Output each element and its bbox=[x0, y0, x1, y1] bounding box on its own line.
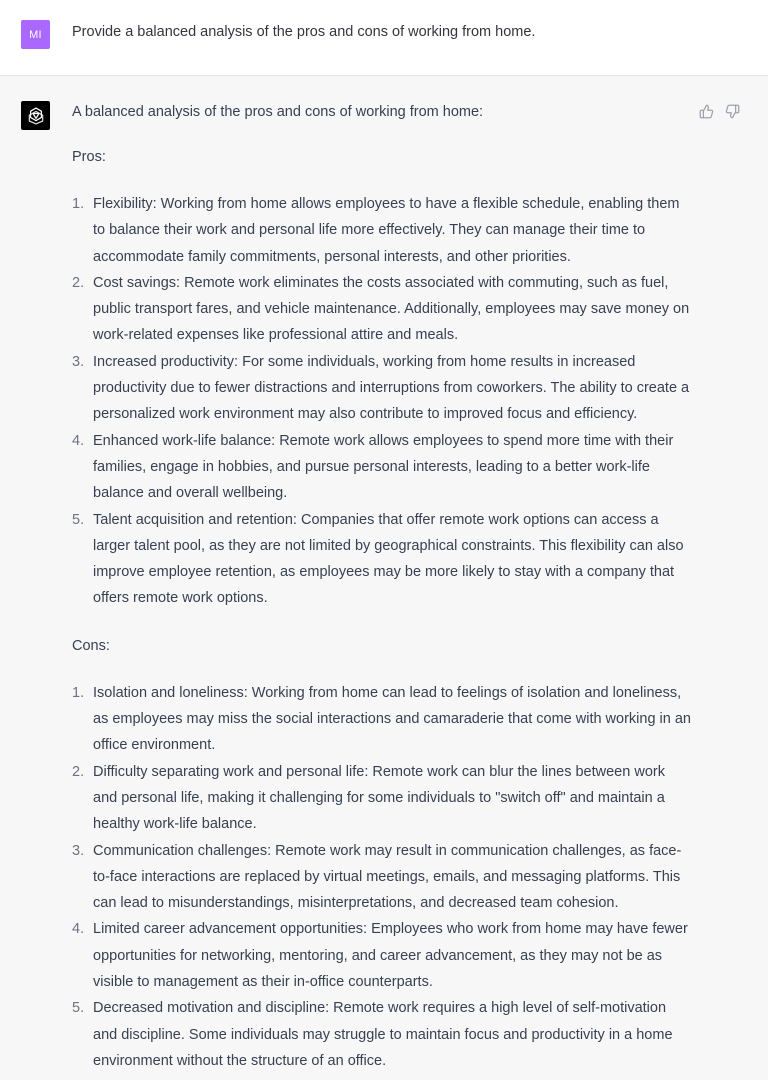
assistant-logo-icon bbox=[21, 101, 50, 130]
user-message bbox=[0, 0, 768, 76]
list-item-text: Difficulty separating work and personal life: Remote work can blur the lines between work and personal life, making it challenging for some individuals to "switch off" and maintain a healthy work-life balance. bbox=[93, 763, 665, 833]
user-avatar: MI bbox=[21, 20, 50, 49]
list-item-text: Communication challenges: Remote work may result in communication challenges, as face-to-face interactions are replaced by virtual meetings, emails, and messaging platforms. This can lead to misunderstandings, misinterpretations, and decreased team cohesion. bbox=[93, 842, 682, 912]
list-item-text: Limited career advancement opportunities: Employees who work from home may have fewer opportunities for networking, mentoring, and career advancement, as they may not be as visible to management as their in-office counterparts. bbox=[93, 921, 688, 991]
list-item bbox=[72, 916, 692, 995]
user-prompt-text: Provide a balanced analysis of the pros and cons of working from home. bbox=[72, 24, 536, 40]
list-item-text: Enhanced work-life balance: Remote work allows employees to spend more time with their families, engage in hobbies, and pursue personal interests, leading to a better work-life balance and overall wellbeing. bbox=[93, 432, 674, 502]
list-number: 2. bbox=[72, 763, 85, 780]
list-item-text: Flexibility: Working from home allows employees to have a flexible schedule, enabling them to balance their work and personal life more effectively. They can manage their time to accommodate family commitments, personal interests, and other priorities. bbox=[93, 196, 680, 265]
pros-heading: Pros: bbox=[72, 149, 106, 165]
list-number: 1. bbox=[72, 196, 85, 212]
list-item-text: Increased productivity: For some individuals, working from home results in increased productivity due to fewer distractions and interruptions from coworkers. The ability to create a personalized work environment may also contribute to improved focus and efficiency. bbox=[93, 353, 690, 423]
list-number: 4. bbox=[72, 432, 85, 449]
thumbs-down-icon[interactable] bbox=[724, 103, 740, 119]
list-item bbox=[72, 428, 692, 507]
list-item-text: Talent acquisition and retention: Companies that offer remote work options can access a larger talent pool, as they are not limited by geographical constraints. This flexibility can also improve employee retention, as employees may be more likely to stay with a company that offers remote work options. bbox=[93, 511, 684, 607]
assistant-response bbox=[72, 102, 692, 1074]
list-number: 3. bbox=[72, 842, 85, 859]
list-item bbox=[72, 680, 692, 759]
list-number: 5. bbox=[72, 511, 85, 528]
list-number: 4. bbox=[72, 921, 85, 938]
pros-list bbox=[72, 191, 692, 612]
feedback-buttons bbox=[698, 103, 740, 119]
list-item-text: Cost savings: Remote work eliminates the costs associated with commuting, such as fuel, public transport fares, and vehicle maintenance. Additionally, employees may save money on work-related expenses like professional attire and meals. bbox=[93, 274, 690, 344]
thumbs-up-icon[interactable] bbox=[698, 103, 714, 119]
list-item bbox=[72, 270, 692, 349]
cons-list bbox=[72, 680, 692, 1074]
list-item bbox=[72, 995, 692, 1074]
list-number: 2. bbox=[72, 274, 85, 291]
list-item bbox=[72, 507, 692, 612]
list-item bbox=[72, 759, 692, 838]
list-item bbox=[72, 838, 692, 917]
list-number: 1. bbox=[72, 684, 85, 701]
list-item-text: Isolation and loneliness: Working from home can lead to feelings of isolation and loneliness, as employees may miss the social interactions and camaraderie that come with working in an office environment. bbox=[93, 684, 691, 754]
list-item-text: Decreased motivation and discipline: Remote work requires a high level of self-motivation and discipline. Some individuals may struggle to maintain focus and productivity in a home environment without the structure of an office. bbox=[93, 1000, 673, 1069]
cons-heading: Cons: bbox=[72, 637, 110, 654]
list-item bbox=[72, 349, 692, 428]
response-intro: A balanced analysis of the pros and cons of working from home: bbox=[72, 104, 484, 120]
list-number: 5. bbox=[72, 1000, 85, 1017]
list-item bbox=[72, 191, 692, 270]
list-number: 3. bbox=[72, 353, 85, 370]
assistant-message bbox=[0, 76, 768, 1080]
